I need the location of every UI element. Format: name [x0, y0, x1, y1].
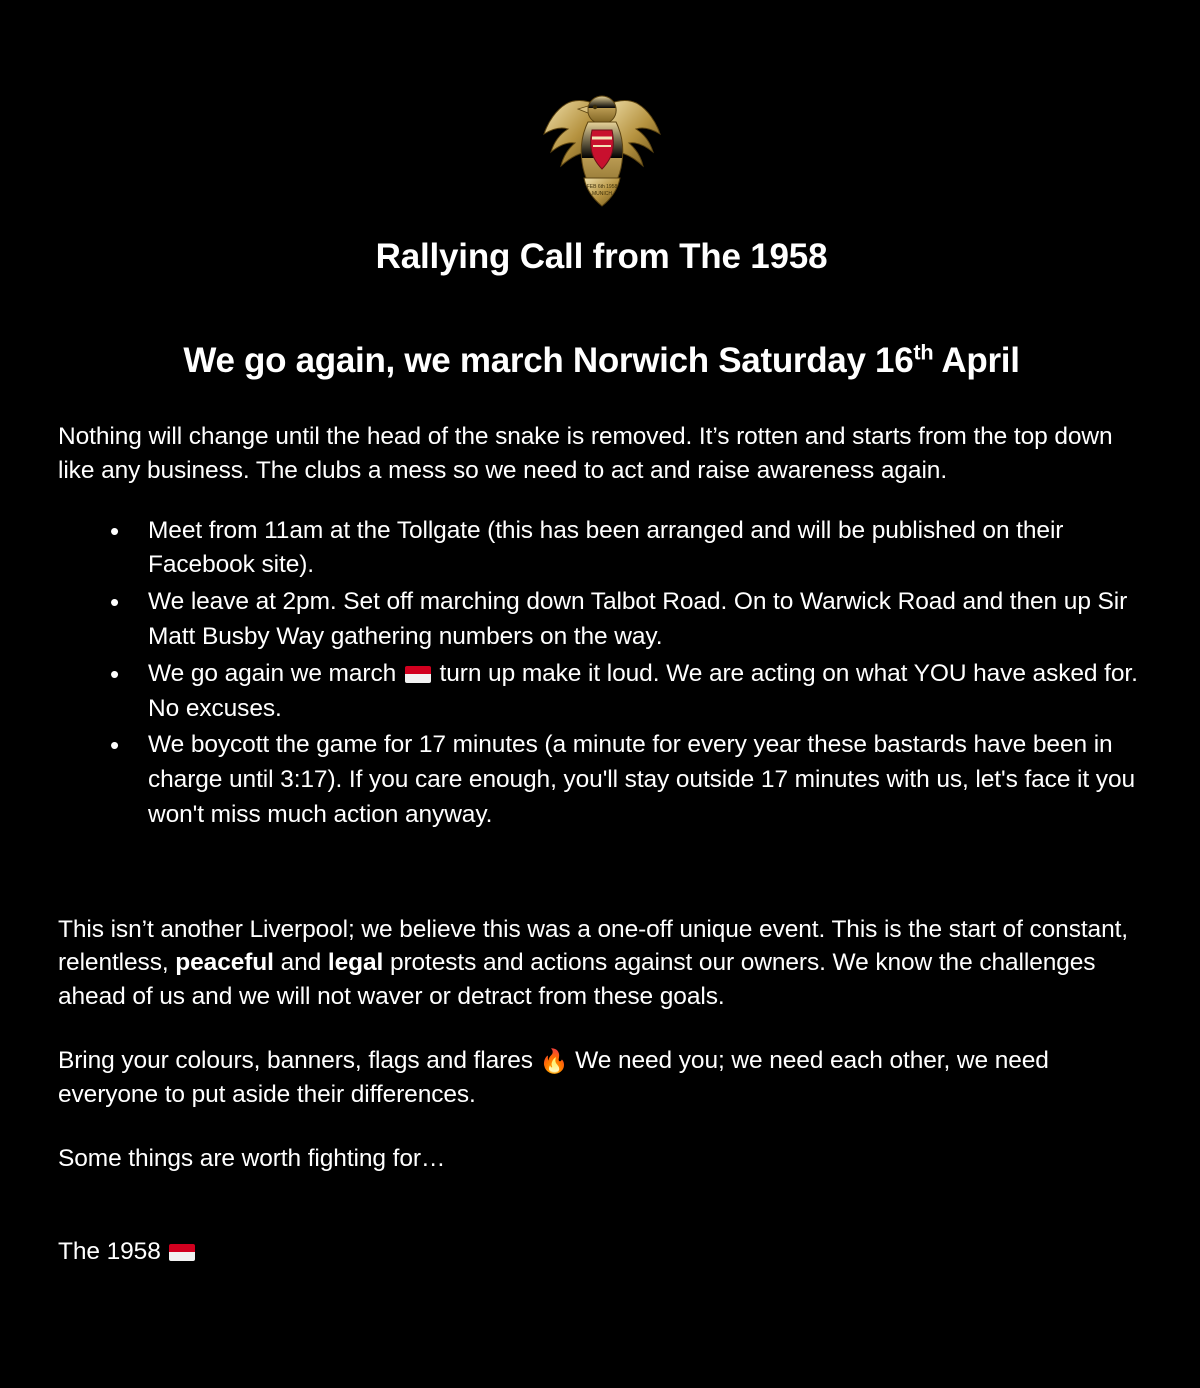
- flag-icon: [169, 1244, 195, 1261]
- paragraph-part-3: protests and actions against our owners. We know the challenges ahead of us and we will not waver or detract from these goals.: [58, 949, 1096, 1011]
- list-item: [104, 657, 1145, 727]
- svg-text:MUNICH: MUNICH: [591, 191, 612, 197]
- subtitle-main: We go again, we march Norwich Saturday 16: [183, 341, 914, 380]
- spacer: [58, 835, 1145, 877]
- paragraph-worth: Some things are worth fighting for…: [58, 1144, 446, 1172]
- list-item: [104, 585, 1145, 655]
- paragraph-liverpool: [58, 913, 1145, 1014]
- paragraph-part-2: and: [273, 949, 328, 977]
- emphasis-peaceful: peaceful: [175, 949, 274, 977]
- paragraph-part-1: Bring your colours, banners, flags and flares: [58, 1047, 540, 1075]
- signoff-text: The 1958: [58, 1237, 168, 1265]
- emphasis-legal: legal: [327, 949, 384, 977]
- list-item: [104, 728, 1145, 832]
- signoff: [58, 1238, 1145, 1266]
- bullet-text: We go again we march: [148, 659, 403, 687]
- subtitle-tail: April: [933, 341, 1020, 380]
- bullet-text: Meet from 11am at the Tollgate (this has been arranged and will be published on their Facebook site).: [148, 516, 1064, 579]
- bullet-list: [58, 514, 1145, 833]
- page-subtitle: [58, 340, 1145, 382]
- page-title: Rallying Call from The 1958: [375, 237, 828, 276]
- intro-paragraph: Nothing will change until the head of the snake is removed. It’s rotten and starts from the top down like any business. The clubs a mess so we need to act and raise awareness again.: [58, 423, 1113, 484]
- list-item: [104, 514, 1145, 584]
- flag-icon: [405, 666, 431, 683]
- crest-container: [58, 82, 1145, 222]
- paragraph-part-1: This isn’t another Liverpool; we believe this was a one-off unique event. This is the start of constant, relentless,: [58, 915, 1129, 977]
- svg-text:FEB 6th 1958: FEB 6th 1958: [586, 184, 617, 190]
- fire-icon: 🔥: [539, 1048, 569, 1076]
- bullet-text-after: turn up make it loud. We are acting on what YOU have asked for. No excuses.: [148, 659, 1138, 722]
- manchester-united-1958-eagle-crest-icon: [532, 82, 672, 222]
- paragraph-colours: [58, 1044, 1145, 1112]
- subtitle-ordinal: th: [913, 339, 934, 365]
- paragraph-part-2: We need you; we need each other, we need everyone to put aside their differences.: [58, 1047, 1049, 1109]
- bullet-text: We leave at 2pm. Set off marching down Talbot Road. On to Warwick Road and then up Sir Matt Busby Way gathering numbers on the way.: [148, 588, 1128, 650]
- bullet-text: We boycott the game for 17 minutes (a minute for every year these bastards have been in charge until 3:17). If you care enough, you'll stay outside 17 minutes with us, let's face it you won't miss much action anyway.: [148, 731, 1136, 828]
